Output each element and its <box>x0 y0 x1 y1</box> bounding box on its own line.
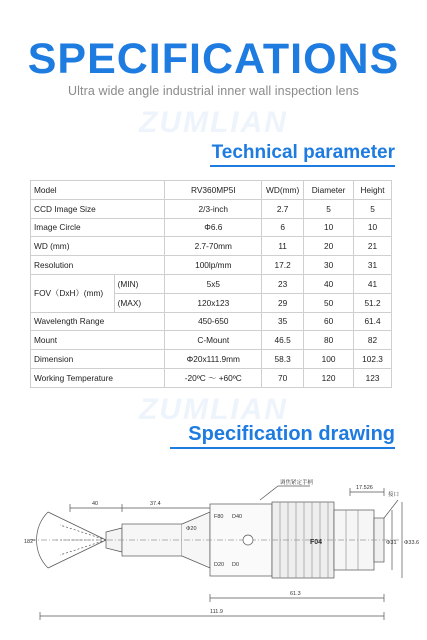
angle-label: 182° <box>24 539 36 545</box>
table-row <box>31 331 392 350</box>
table-cell-diameter: 5 <box>304 199 354 218</box>
table-cell-wd: 35 <box>262 312 304 331</box>
brand-mark: F04 <box>310 539 323 546</box>
table-cell-diameter: 60 <box>304 312 354 331</box>
table-cell-diameter: 50 <box>304 293 354 312</box>
table-cell-label: Image Circle <box>31 218 165 237</box>
table-row <box>31 312 392 331</box>
table-cell-height: 31 <box>354 256 392 275</box>
table-header-row <box>31 181 392 200</box>
table-cell-wd: 6 <box>262 218 304 237</box>
table-cell-height: 41 <box>354 274 392 293</box>
table-row <box>31 218 392 237</box>
scale-mark: D0 <box>232 562 240 568</box>
table-cell-diameter: 80 <box>304 331 354 350</box>
table-cell-height: 61.4 <box>354 312 392 331</box>
table-cell-label: Dimension <box>31 350 165 369</box>
table-cell-diameter: 40 <box>304 274 354 293</box>
spec-table <box>30 180 392 388</box>
table-cell-sub: (MIN) <box>114 274 165 293</box>
table-cell-diameter: 10 <box>304 218 354 237</box>
scale-mark: D40 <box>232 514 243 520</box>
table-cell-height: 5 <box>354 199 392 218</box>
top-dimension-label: 17.526 <box>356 485 373 491</box>
table-cell-height: 123 <box>354 368 392 387</box>
table-cell-height: 82 <box>354 331 392 350</box>
front-dimension-line <box>122 504 210 512</box>
table-cell-value: 120x123 <box>165 293 262 312</box>
section-title-drawing-text: Specification drawing <box>188 423 395 445</box>
table-cell-wd: 70 <box>262 368 304 387</box>
front-dimension-label: 37.4 <box>150 501 161 507</box>
watermark: ZUMLIAN <box>139 393 288 426</box>
table-cell-height: 102.3 <box>354 350 392 369</box>
page-subtitle: Ultra wide angle industrial inner wall inspection lens <box>68 84 359 98</box>
table-cell-wd: 23 <box>262 274 304 293</box>
table-header-cell: Diameter <box>304 181 354 200</box>
table-cell-value: Φ20x111.9mm <box>165 350 262 369</box>
overall-dimension-label: 111.9 <box>210 609 223 615</box>
table-row <box>31 199 392 218</box>
scale-mark: D20 <box>214 562 225 568</box>
table-cell-value: 2/3-inch <box>165 199 262 218</box>
table-cell-label: CCD Image Size <box>31 199 165 218</box>
table-cell-diameter: 120 <box>304 368 354 387</box>
table-cell-label: Mount <box>31 331 165 350</box>
table-cell-height: 21 <box>354 237 392 256</box>
table-row <box>31 368 392 387</box>
lens-drawing <box>10 470 420 635</box>
section-underline <box>170 447 395 449</box>
section-underline <box>210 165 395 167</box>
section-title-drawing <box>188 424 395 444</box>
table-cell-value: 100lp/mm <box>165 256 262 275</box>
table-cell-diameter: 20 <box>304 237 354 256</box>
mount-note: 接口 <box>388 492 400 498</box>
table-cell-value: C-Mount <box>165 331 262 350</box>
body-dimension-label: 61.3 <box>290 591 301 597</box>
table-cell-wd: 11 <box>262 237 304 256</box>
table-cell-wd: 46.5 <box>262 331 304 350</box>
table-cell-wd: 58.3 <box>262 350 304 369</box>
diameter-c-label: Φ20 <box>186 526 197 532</box>
table-cell-label: Working Temperature <box>31 368 165 387</box>
scale-mark: F80 <box>214 514 224 520</box>
focus-knob[interactable] <box>243 535 253 545</box>
page-title: SPECIFICATIONS <box>27 35 400 83</box>
table-cell-wd: 2.7 <box>262 199 304 218</box>
table-cell-wd: 29 <box>262 293 304 312</box>
table-header-cell: RV360MP5I <box>165 181 262 200</box>
table-cell-value: 450-650 <box>165 312 262 331</box>
mount-leader-line <box>384 500 398 518</box>
table-row <box>31 350 392 369</box>
table-cell-height: 51.2 <box>354 293 392 312</box>
section-title-technical <box>212 143 395 162</box>
table-header-cell: Height <box>354 181 392 200</box>
table-cell-label: Wavelength Range <box>31 312 165 331</box>
table-cell-label: Resolution <box>31 256 165 275</box>
diameter-a-label: Φ31 <box>386 540 397 546</box>
focus-leader-line <box>260 486 310 500</box>
table-row <box>31 274 392 293</box>
tip-dimension-label: 40 <box>92 501 99 507</box>
table-cell-label: WD (mm) <box>31 237 165 256</box>
table-cell-height: 10 <box>354 218 392 237</box>
table-cell-value: Φ6.6 <box>165 218 262 237</box>
table-cell-label: FOV（DxH）(mm) <box>31 274 115 312</box>
table-cell-wd: 17.2 <box>262 256 304 275</box>
table-cell-value: 5x5 <box>165 274 262 293</box>
table-row <box>31 237 392 256</box>
table-cell-diameter: 100 <box>304 350 354 369</box>
table-header-cell: WD(mm) <box>262 181 304 200</box>
watermark: ZUMLIAN <box>139 106 288 139</box>
table-row <box>31 256 392 275</box>
section-title-technical-text: Technical parameter <box>211 142 395 163</box>
focus-handle-note: 调焦紧定手柄 <box>280 480 314 486</box>
table-header-cell: Model <box>31 181 165 200</box>
table-cell-sub: (MAX) <box>114 293 165 312</box>
table-cell-value: 2.7-70mm <box>165 237 262 256</box>
table-cell-value: -20ºC ～ +60ºC <box>165 368 262 387</box>
diameter-b-label: Φ33.6 <box>404 540 420 546</box>
table-cell-diameter: 30 <box>304 256 354 275</box>
